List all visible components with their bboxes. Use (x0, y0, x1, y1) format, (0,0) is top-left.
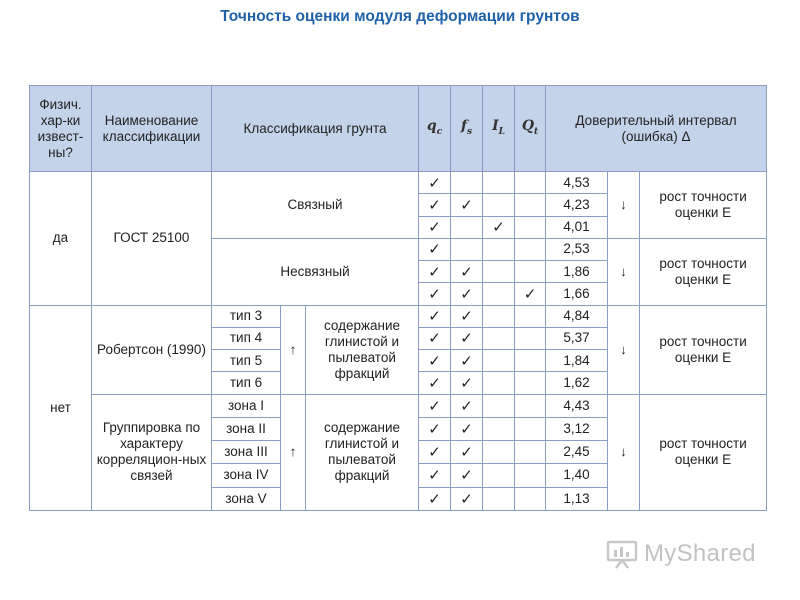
cell-type: тип 5 (212, 350, 281, 372)
check-icon: ✓ (451, 464, 483, 487)
check-icon: ✓ (419, 372, 451, 394)
value-cell: 1,13 (546, 487, 608, 510)
brand-logo (606, 536, 776, 576)
table-row (30, 172, 767, 194)
check-icon: ✓ (451, 194, 483, 216)
cell-zone: зона I (212, 394, 281, 417)
value-cell: 4,01 (546, 216, 608, 238)
check-icon: ✓ (419, 350, 451, 372)
arrow-down-icon: ↓ (608, 305, 640, 394)
presentation-icon (606, 538, 638, 570)
cell-grouping: Группировка по характеру корреляцион-ных связей (92, 394, 212, 511)
header-classification-name: Наименование классификации (92, 86, 212, 172)
cell-content: содержание глинистой и пылеватой фракций (306, 305, 419, 394)
check-icon: ✓ (451, 327, 483, 349)
check-icon: ✓ (419, 305, 451, 327)
cell-type: тип 6 (212, 372, 281, 394)
cell-zone: зона IV (212, 464, 281, 487)
check-icon: ✓ (483, 216, 515, 238)
table-row (30, 394, 767, 417)
cell-type: тип 3 (212, 305, 281, 327)
check-icon: ✓ (419, 441, 451, 464)
value-cell: 4,53 (546, 172, 608, 194)
check-icon: ✓ (451, 261, 483, 283)
cell-zone: зона III (212, 441, 281, 464)
check-icon: ✓ (419, 417, 451, 440)
check-icon: ✓ (419, 172, 451, 194)
value-cell: 1,62 (546, 372, 608, 394)
check-icon: ✓ (451, 305, 483, 327)
cell-accuracy: рост точности оценки Е (640, 238, 767, 305)
check-icon: ✓ (419, 216, 451, 238)
cell-content: содержание глинистой и пылеватой фракций (306, 394, 419, 511)
value-cell: 1,40 (546, 464, 608, 487)
cell-cohesive: Связный (212, 172, 419, 239)
header-soil-classification: Классификация грунта (212, 86, 419, 172)
cell-zone: зона V (212, 487, 281, 510)
check-icon: ✓ (419, 487, 451, 510)
header-confidence-interval: Доверительный интервал (ошибка) Δ (546, 86, 767, 172)
value-cell: 2,53 (546, 238, 608, 260)
cell-accuracy: рост точности оценки Е (640, 305, 767, 394)
header-fs: $f_s$ (451, 86, 483, 172)
arrow-up-icon: ↑ (281, 394, 306, 511)
cell-zone: зона II (212, 417, 281, 440)
check-icon: ✓ (419, 327, 451, 349)
arrow-down-icon: ↓ (608, 394, 640, 511)
value-cell: 2,45 (546, 441, 608, 464)
check-icon: ✓ (451, 372, 483, 394)
cell-robertson: Робертсон (1990) (92, 305, 212, 394)
value-cell: 1,86 (546, 261, 608, 283)
brand-name: MyShared (644, 540, 756, 567)
arrow-down-icon: ↓ (608, 172, 640, 239)
cell-yes: да (30, 172, 92, 306)
arrow-down-icon: ↓ (608, 238, 640, 305)
header-row (30, 86, 767, 172)
cell-type: тип 4 (212, 327, 281, 349)
cell-gost: ГОСТ 25100 (92, 172, 212, 306)
cell-accuracy: рост точности оценки Е (640, 394, 767, 511)
arrow-up-icon: ↑ (281, 305, 306, 394)
value-cell: 4,23 (546, 194, 608, 216)
value-cell: 4,84 (546, 305, 608, 327)
header-qc: $q_c$ (419, 86, 451, 172)
check-icon: ✓ (419, 261, 451, 283)
header-il: $I_L$ (483, 86, 515, 172)
page-title: Точность оценки модуля деформации грунтов (220, 8, 580, 25)
check-icon: ✓ (515, 283, 546, 305)
value-cell: 3,12 (546, 417, 608, 440)
check-icon: ✓ (419, 464, 451, 487)
cell-accuracy: рост точности оценки Е (640, 172, 767, 239)
value-cell: 5,37 (546, 327, 608, 349)
check-icon: ✓ (451, 441, 483, 464)
check-icon: ✓ (451, 283, 483, 305)
check-icon: ✓ (451, 350, 483, 372)
check-icon: ✓ (419, 238, 451, 260)
header-qt: $Q_t$ (515, 86, 546, 172)
value-cell: 1,84 (546, 350, 608, 372)
cell-no: нет (30, 305, 92, 511)
check-icon: ✓ (451, 487, 483, 510)
check-icon: ✓ (419, 394, 451, 417)
check-icon: ✓ (451, 417, 483, 440)
check-icon: ✓ (419, 283, 451, 305)
table-row (30, 305, 767, 327)
value-cell: 4,43 (546, 394, 608, 417)
cell-noncohesive: Несвязный (212, 238, 419, 305)
header-known-properties: Физич. хар-ки извест-ны? (30, 86, 92, 172)
accuracy-table (29, 85, 767, 511)
check-icon: ✓ (419, 194, 451, 216)
check-icon: ✓ (451, 394, 483, 417)
value-cell: 1,66 (546, 283, 608, 305)
